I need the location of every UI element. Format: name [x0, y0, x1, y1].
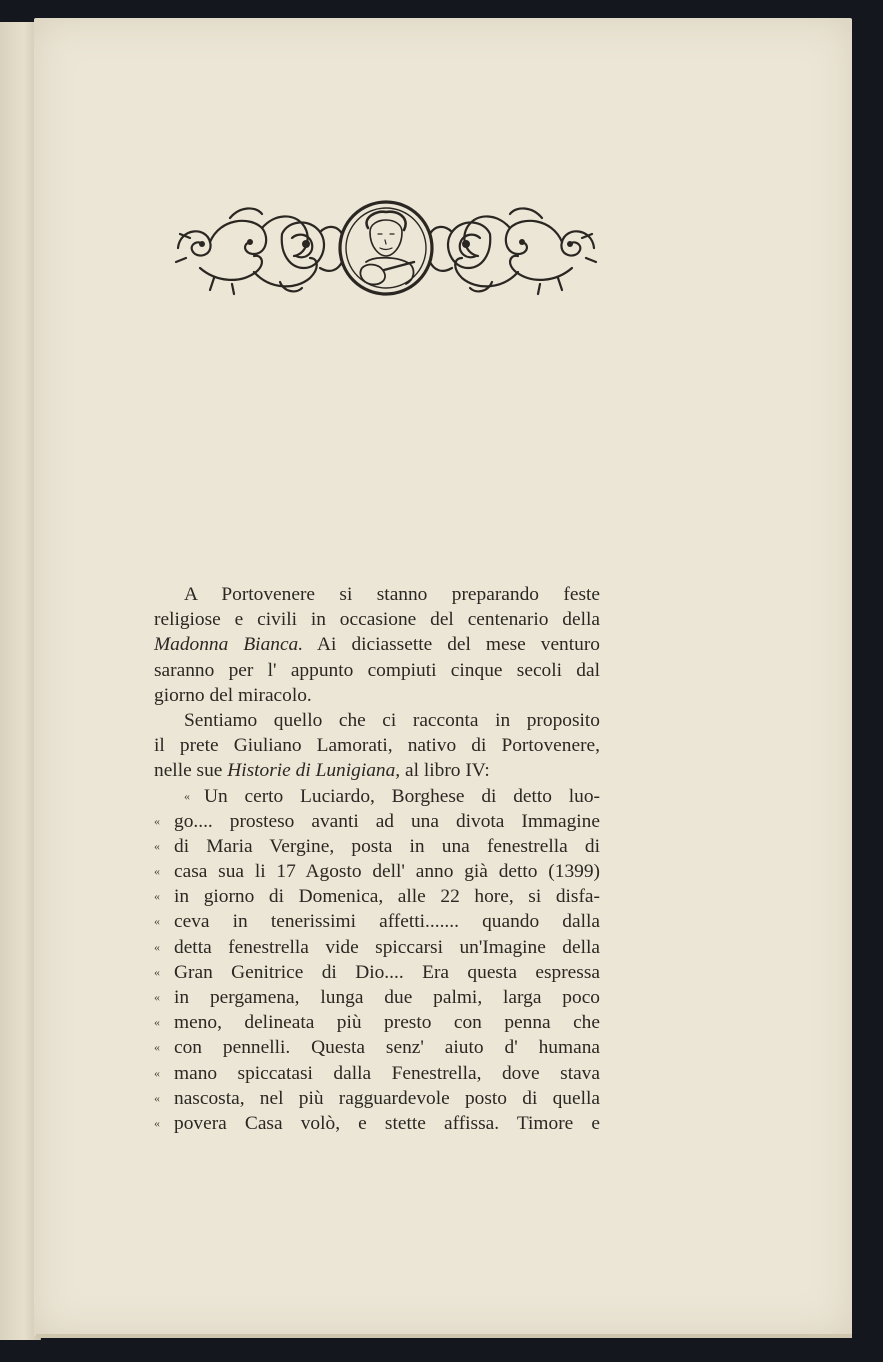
floral-vignette-with-portrait-icon [170, 198, 602, 300]
quote-line: « mano spiccatasi dalla Fenestrella, dove stava [154, 1061, 600, 1086]
text-line: il prete Giuliano Lamorati, nativo di Portovenere, [154, 735, 600, 757]
text-line: religiose e civili in occasione del centenario della [154, 609, 600, 631]
page-bottom-edge [36, 1334, 852, 1338]
quote-mark: « [154, 939, 160, 954]
quote-mark: « [154, 914, 160, 929]
quote-mark: « [154, 1040, 160, 1055]
quote-mark: « [154, 1065, 160, 1080]
quote-mark: « [154, 889, 160, 904]
quote-line: « in giorno di Domenica, alle 22 hore, si disfa- [154, 884, 600, 909]
quote-mark: « [154, 813, 160, 828]
quote-mark: « [184, 788, 190, 803]
quote-mark: « [154, 864, 160, 879]
quote-line: « povera Casa volò, e stette affissa. Timore e [154, 1111, 600, 1136]
quote-line: « casa sua li 17 Agosto dell' anno già detto (1399) [154, 859, 600, 884]
quote-line: « con pennelli. Questa senz' aiuto d' humana [154, 1035, 600, 1060]
quote-line: « Gran Genitrice di Dio.... Era questa espressa [154, 960, 600, 985]
quote-mark: « [154, 990, 160, 1004]
body-text [154, 582, 600, 1136]
italic-title: Madonna Bianca. [154, 634, 304, 656]
quote-line: « nascosta, nel più ragguardevole posto di quella [154, 1086, 600, 1111]
text-line: A Portovenere si stanno preparando feste [184, 584, 600, 605]
quote-mark: « [154, 838, 160, 853]
quote-line: « Un certo Luciardo, Borghese di detto luo- [154, 784, 600, 809]
quote-line: « in pergamena, lunga due palmi, larga poco [154, 985, 600, 1010]
quote-line: « go.... prosteso avanti ad una divota Immagine [154, 809, 600, 834]
text-line: Sentiamo quello che ci racconta in proposito [184, 709, 600, 731]
quote-mark: « [154, 1115, 160, 1130]
text-line: nelle sue Historie di Lunigiana, al libro IV: [154, 760, 490, 782]
italic-title: Historie di Lunigiana, [227, 760, 401, 782]
text-line: Madonna Bianca. Ai diciassette del mese venturo [154, 634, 600, 656]
text-line: giorno del miracolo. [154, 684, 312, 706]
quote-mark: « [154, 1090, 160, 1105]
text-line: saranno per l' appunto compiuti cinque secoli dal [154, 659, 600, 681]
quote-mark: « [154, 964, 160, 979]
quote-line: « detta fenestrella vide spiccarsi un'Imagine della [154, 935, 600, 960]
quote-line: « ceva in tenerissimi affetti....... quando dalla [154, 909, 600, 934]
quote-line: « meno, delineata più presto con penna che [154, 1010, 600, 1035]
quote-line: « di Maria Vergine, posta in una fenestrella di [154, 834, 600, 859]
quote-mark: « [154, 1015, 160, 1030]
